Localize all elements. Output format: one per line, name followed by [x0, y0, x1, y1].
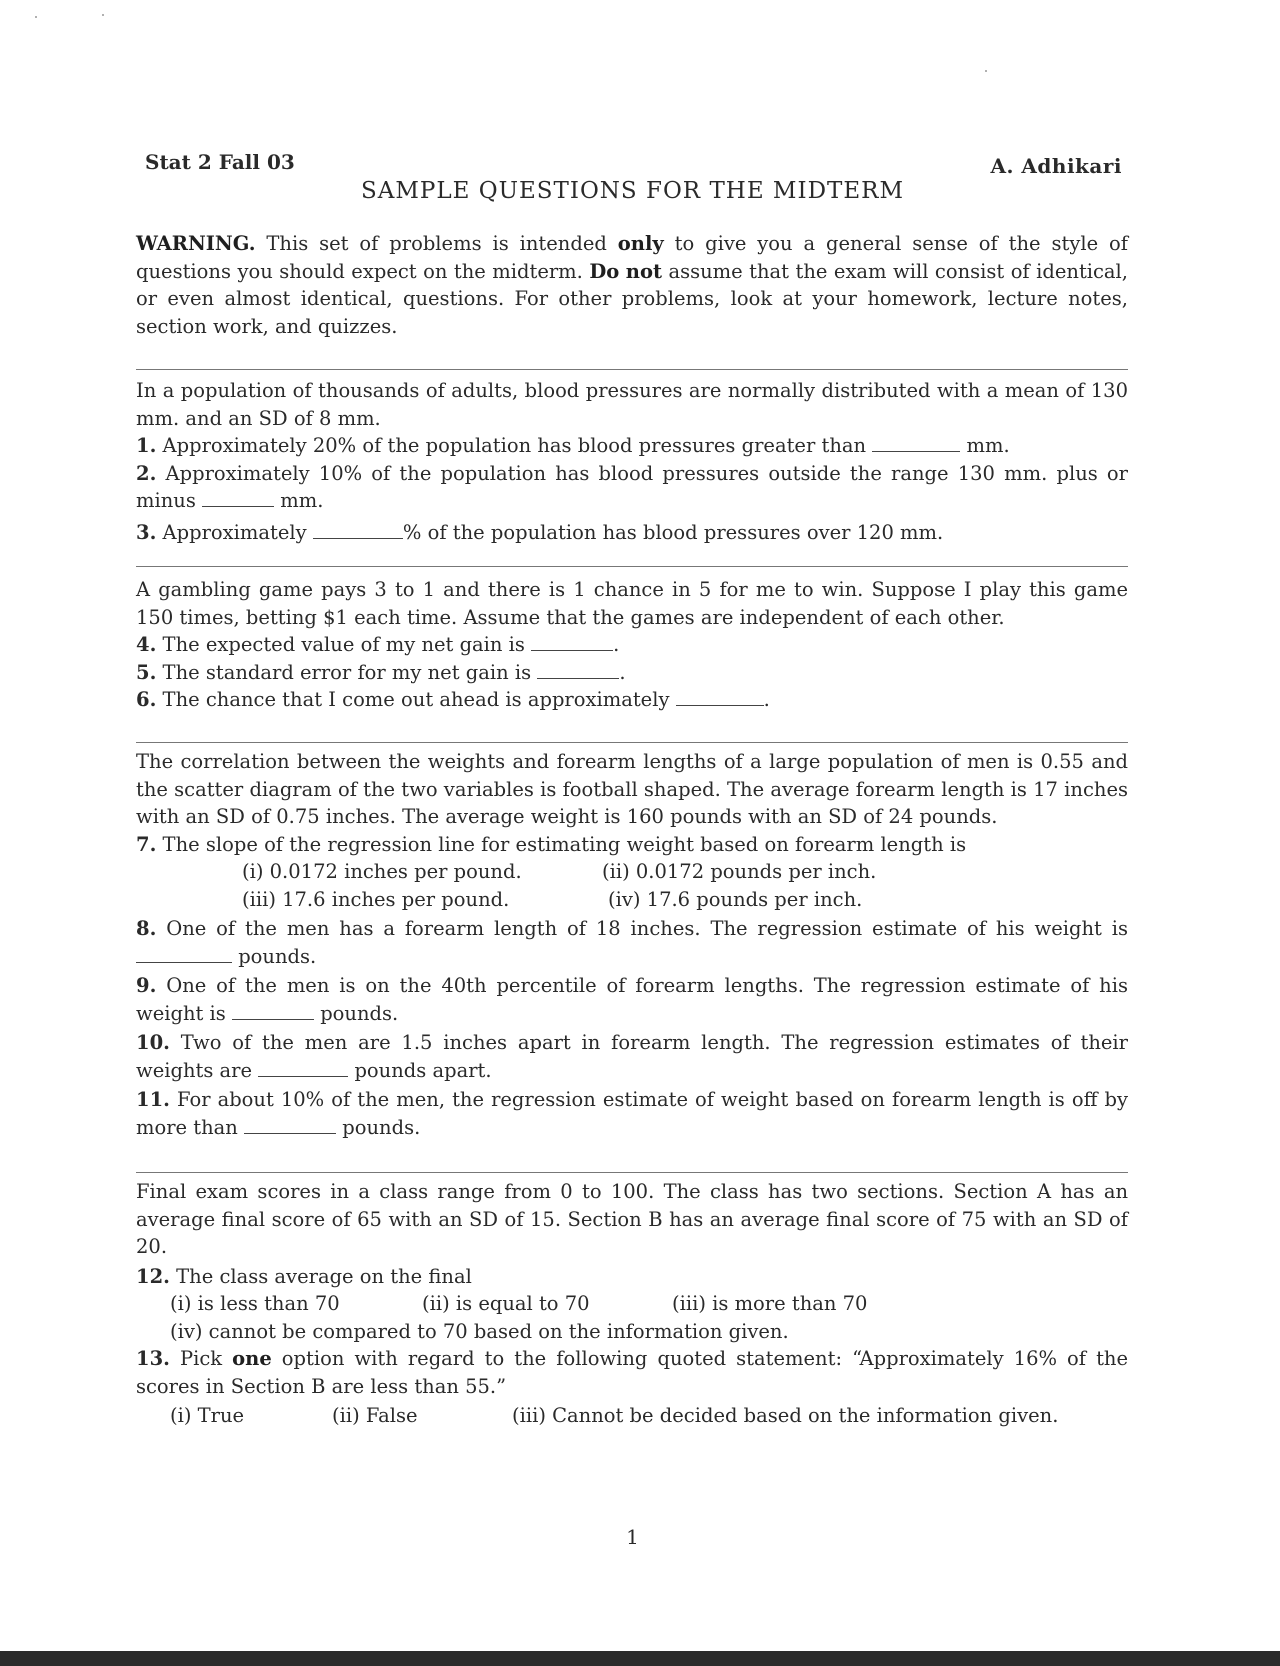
question-text: Pick	[169, 1347, 233, 1370]
question-text: Two of the men are 1.5 inches apart in forearm length. The regression estimates of their weights are	[136, 1031, 1128, 1082]
q7-option-iv[interactable]: (iv) 17.6 pounds per inch.	[608, 887, 863, 911]
warning-only: only	[617, 232, 664, 255]
question-number: 7.	[136, 832, 157, 856]
warning-text-3: assume that the exam will consist of identical, or even almost identical, questions. For other problems, look at your homework, lecture notes, section work, and quizzes.	[136, 259, 1128, 338]
author-name: A. Adhikari	[990, 154, 1122, 178]
q12-options-row-2	[136, 1318, 1128, 1346]
answer-blank[interactable]	[202, 488, 274, 507]
q7-option-i[interactable]: (i) 0.0172 inches per pound.	[242, 860, 522, 883]
section-divider	[136, 369, 1128, 370]
section-divider	[136, 742, 1128, 743]
scan-speck	[35, 16, 37, 18]
question-13	[136, 1345, 1128, 1400]
question-text: pounds.	[314, 1001, 399, 1025]
question-text: One of the men is on the 40th percentile of forearm lengths. The regression estimate of his weight is	[136, 974, 1128, 1025]
scan-speck	[102, 14, 104, 16]
question-text: mm.	[960, 434, 1010, 457]
question-text: Approximately	[156, 520, 313, 544]
warning-do: Do	[589, 259, 620, 283]
exam-section	[136, 1178, 1128, 1430]
question-12	[136, 1263, 1128, 1291]
answer-blank[interactable]	[537, 660, 619, 679]
question-5	[136, 659, 1128, 687]
answer-blank[interactable]	[676, 687, 764, 706]
question-11	[136, 1086, 1128, 1141]
bp-intro: In a population of thousands of adults, blood pressures are normally distributed with a mean of 130 mm. and an SD of 8 mm.	[136, 379, 1128, 430]
question-10	[136, 1029, 1128, 1084]
q13-options-row	[136, 1402, 1128, 1430]
page-number: 1	[626, 1525, 639, 1549]
warning-text-2: to give you a general sense of the style of questions you should expect on the midterm.	[136, 232, 1128, 283]
question-number: 8.	[136, 917, 157, 940]
question-number: 10.	[136, 1031, 170, 1054]
exam-intro: Final exam scores in a class range from 0 to 100. The class has two sections. Section A has an average final score of 65 with an SD of 15. Section B has an average final score of 75 with an SD of 20.	[136, 1180, 1128, 1258]
question-8	[136, 915, 1128, 970]
question-text: The chance that I come out ahead is approximately	[156, 688, 676, 711]
q7-option-iii[interactable]: (iii) 17.6 inches per pound.	[242, 887, 510, 911]
question-number: 9.	[136, 974, 157, 997]
page-title: SAMPLE QUESTIONS FOR THE MIDTERM	[360, 178, 905, 204]
question-number: 1.	[136, 434, 157, 457]
question-number: 5.	[136, 660, 157, 684]
q7-option-ii[interactable]: (ii) 0.0172 pounds per inch.	[602, 860, 877, 883]
question-text: mm.	[274, 489, 324, 512]
q7-options-row-2	[136, 886, 1128, 914]
scan-speck	[985, 70, 987, 72]
q12-option-i[interactable]: (i) is less than 70	[170, 1292, 340, 1315]
q12-option-ii[interactable]: (ii) is equal to 70	[422, 1292, 590, 1315]
q13-option-iii[interactable]: (iii) Cannot be decided based on the information given.	[512, 1404, 1059, 1427]
question-text: pounds.	[232, 944, 317, 968]
warning-label: WARNING.	[136, 232, 256, 255]
warning-not: not	[625, 259, 662, 283]
q7-options-row-1	[136, 858, 1128, 886]
question-number: 2.	[136, 461, 157, 485]
question-number: 6.	[136, 688, 157, 711]
question-7	[136, 831, 1128, 859]
question-text: The standard error for my net gain is	[156, 660, 538, 684]
answer-blank[interactable]	[313, 520, 403, 539]
question-3	[136, 519, 1128, 547]
forearm-section	[136, 748, 1128, 1141]
question-number: 4.	[136, 633, 157, 656]
q12-option-iv[interactable]: (iv) cannot be compared to 70 based on the information given.	[170, 1319, 789, 1343]
section-divider	[136, 566, 1128, 567]
question-number: 12.	[136, 1264, 170, 1288]
question-9	[136, 972, 1128, 1027]
question-text: The class average on the final	[169, 1264, 472, 1288]
course-label: Stat 2 Fall 03	[145, 150, 295, 174]
question-number: 11.	[136, 1088, 170, 1111]
answer-blank[interactable]	[244, 1115, 336, 1134]
question-text: .	[613, 633, 620, 656]
q12-option-iii[interactable]: (iii) is more than 70	[672, 1292, 868, 1315]
question-text: The expected value of my net gain is	[156, 633, 532, 656]
gambling-section	[136, 576, 1128, 714]
question-text: % of the population has blood pressures over 120 mm.	[402, 520, 944, 544]
question-2	[136, 460, 1128, 515]
q13-option-i[interactable]: (i) True	[170, 1404, 245, 1427]
question-text: option with regard to the following quoted statement: “Approximately 16% of the scores in Section B are less than 55.”	[136, 1347, 1129, 1398]
question-4	[136, 631, 1128, 659]
question-text: Approximately 20% of the population has blood pressures greater than	[156, 434, 873, 457]
question-text: The slope of the regression line for estimating weight based on forearm length is	[156, 832, 967, 856]
forearm-intro: The correlation between the weights and forearm lengths of a large population of men is 0.55 and the scatter diagram of the two variables is football shaped. The average forearm length is 17 inches with an SD of 0.75 inches. The average weight is 160 pounds with an SD of 24 pounds.	[136, 750, 1128, 828]
warning-text-1: This set of problems is intended	[255, 232, 618, 255]
question-text: .	[763, 688, 770, 711]
gamble-intro: A gambling game pays 3 to 1 and there is 1 chance in 5 for me to win. Suppose I play this game 150 times, betting $1 each time. Assume that the games are independent of each other.	[136, 578, 1128, 629]
blood-pressure-section	[136, 377, 1128, 546]
question-text: Approximately 10% of the population has blood pressures outside the range 130 mm. plus or minus	[136, 461, 1128, 512]
answer-blank[interactable]	[136, 944, 232, 963]
question-text: pounds.	[336, 1115, 421, 1139]
question-text: For about 10% of the men, the regression estimate of weight based on forearm length is off by more than	[136, 1088, 1128, 1139]
question-number: 13.	[136, 1347, 170, 1370]
q12-options-row-1	[136, 1290, 1128, 1318]
q13-emphasis-one: one	[232, 1347, 272, 1370]
question-text: One of the men has a forearm length of 18 inches. The regression estimate of his weight is	[156, 917, 1128, 940]
question-text: .	[619, 660, 626, 684]
answer-blank[interactable]	[531, 632, 613, 651]
answer-blank[interactable]	[258, 1058, 348, 1077]
question-text: pounds apart.	[348, 1058, 492, 1082]
question-1	[136, 432, 1128, 460]
answer-blank[interactable]	[232, 1001, 314, 1020]
section-divider	[136, 1172, 1128, 1173]
answer-blank[interactable]	[872, 433, 960, 452]
question-number: 3.	[136, 520, 157, 544]
warning-paragraph	[136, 230, 1128, 340]
question-6	[136, 686, 1128, 714]
q13-option-ii[interactable]: (ii) False	[332, 1404, 418, 1427]
scan-edge-band	[0, 1651, 1280, 1666]
